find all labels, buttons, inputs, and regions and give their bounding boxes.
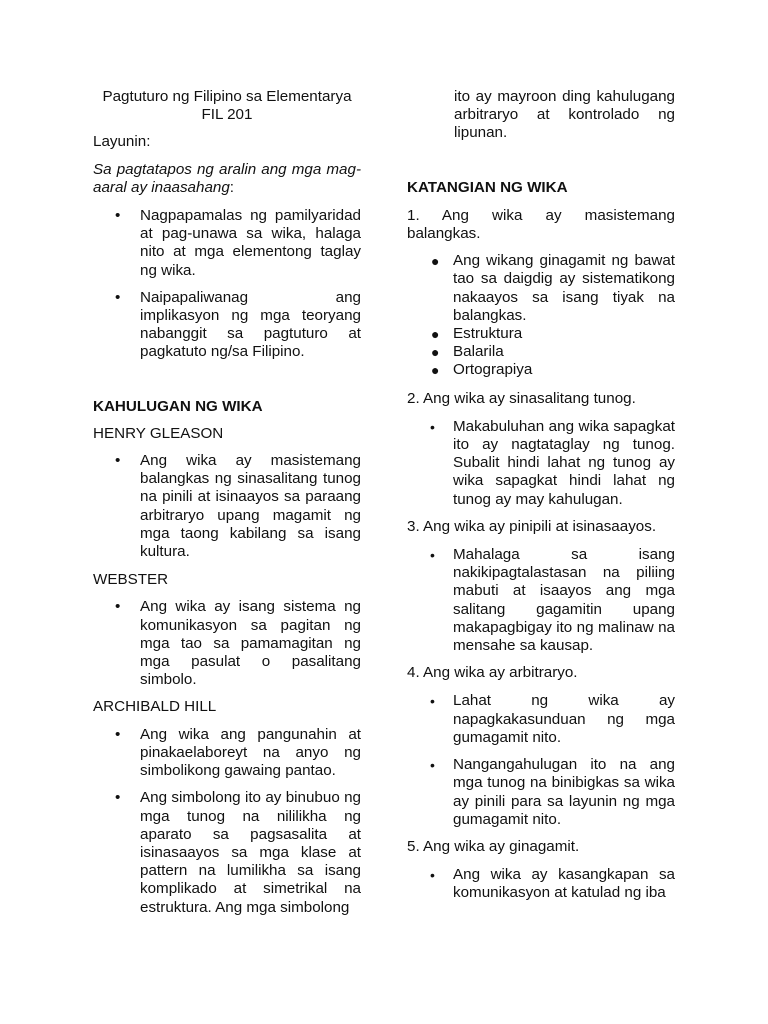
list-item xyxy=(93,789,361,916)
list-item-text: Estruktura xyxy=(453,325,523,343)
bullet-icon: • xyxy=(115,452,121,470)
bullet-icon: • xyxy=(430,757,435,774)
bullet-icon: ● xyxy=(431,326,440,343)
list-item-text: Mahalaga sa isang nakikipagtalastasan na piliing mabuti at isaayos ang mga salitang gagamitin upang makapagbigay ito ng malinaw na mensahe sa kausap. xyxy=(453,546,675,655)
list-item-text: Ang wikang ginagamit ng bawat tao sa daigdig ay sistematikong nakaayos sa isang tiyak na balangkas. xyxy=(453,252,675,324)
list-item xyxy=(407,692,675,747)
list-item xyxy=(93,452,361,561)
list-item xyxy=(407,418,675,509)
layunin-label: Layunin: xyxy=(93,133,151,151)
right-column xyxy=(407,88,675,903)
item3-list xyxy=(407,546,675,655)
list-item-text: Nangangahulugan ito na ang mga tunog na binibigkas sa wika ay pinili para sa layunin ng mga gumagamit nito. xyxy=(453,756,675,828)
katangian-item-2: 2. Ang wika ay sinasalitang tunog. xyxy=(407,389,636,407)
bullet-icon: ● xyxy=(431,362,440,379)
list-item-text: Ang wika ay isang sistema ng komunikasyon sa pagitan ng mga tao sa pamamagitan ng mga pasulat o pasalitang simbolo. xyxy=(140,598,361,689)
bullet-icon: • xyxy=(115,288,121,306)
section-heading-kahulugan: KAHULUGAN NG WIKA xyxy=(93,397,263,415)
list-item-text: Nagpapamalas ng pamilyaridad at pag-unawa sa wika, halaga nito at mga elementong taglay ng wika. xyxy=(140,207,361,279)
bullet-icon: • xyxy=(430,547,435,564)
list-item-text: Ang wika ang pangunahin at pinakaelaboreyt na anyo ng simbolikong gawaing pantao. xyxy=(140,725,361,780)
list-item-text: Ang simbolong ito ay binubuo ng mga tunog na nililikha ng aparato sa pagsasalita at isinasaayos sa mga klase at pattern na lumilikha sa isang komplikado at simetrikal na estruktura. Ang mga simbolong xyxy=(140,789,361,916)
item1-list xyxy=(407,252,675,379)
list-item xyxy=(93,207,361,280)
list-item xyxy=(407,546,675,655)
gleason-list xyxy=(93,452,361,561)
list-item xyxy=(407,88,675,143)
list-item xyxy=(93,598,361,689)
objectives-intro-colon: : xyxy=(229,178,235,196)
list-item xyxy=(93,289,361,362)
objectives-intro-text: Sa pagtatapos ng aralin ang mga mag-aaral ay inaasahang xyxy=(93,160,361,196)
list-item xyxy=(407,252,675,325)
section-heading-katangian: KATANGIAN NG WIKA xyxy=(407,178,568,196)
list-item-text: Lahat ng wika ay napagkakasunduan ng mga gumagamit nito. xyxy=(453,692,675,746)
list-item-text: Naipapaliwanag ang implikasyon ng mga teoryang nabanggit sa pagtuturo at pagkatuto ng/sa Filipino. xyxy=(140,288,361,361)
item4-list xyxy=(407,692,675,828)
bullet-icon: • xyxy=(430,867,435,884)
author-gleason: HENRY GLEASON xyxy=(93,424,224,442)
continuation-list xyxy=(407,88,675,143)
bullet-icon: • xyxy=(430,418,435,435)
list-item-text: Ortograpiya xyxy=(453,361,533,379)
bullet-icon: ● xyxy=(431,344,440,361)
katangian-item-4: 4. Ang wika ay arbitraryo. xyxy=(407,664,578,682)
katangian-item-3: 3. Ang wika ay pinipili at isinasaayos. xyxy=(407,517,657,535)
author-webster: WEBSTER xyxy=(93,571,169,589)
item5-list xyxy=(407,866,675,902)
course-title: Pagtuturo ng Filipino sa Elementarya xyxy=(102,88,352,105)
hill-list xyxy=(93,726,361,917)
bullet-icon: • xyxy=(115,725,121,743)
list-item-text: Ang wika ay kasangkapan sa komunikasyon at katulad ng iba xyxy=(453,866,675,902)
course-code: FIL 201 xyxy=(201,106,253,124)
author-hill: ARCHIBALD HILL xyxy=(93,698,217,716)
list-item xyxy=(407,756,675,829)
objectives-intro xyxy=(93,161,361,197)
list-item xyxy=(93,726,361,781)
katangian-item-5: 5. Ang wika ay ginagamit. xyxy=(407,837,580,855)
list-item-text: Makabuluhan ang wika sapagkat ito ay nagtataglay ng tunog. Subalit hindi lahat ng tunog ay wika sapagkat hindi lahat ng tunog ay may kahulugan. xyxy=(453,417,675,508)
list-item xyxy=(407,866,675,902)
bullet-icon: • xyxy=(115,207,121,225)
objectives-list xyxy=(93,207,361,362)
list-item xyxy=(407,343,675,361)
list-item xyxy=(407,325,675,343)
list-item-text: Ang wika ay masistemang balangkas ng sinasalitang tunog na pinili at isinaayos sa paraang arbitraryo upang magamit ng mga taong kabilang sa isang kultura. xyxy=(140,452,361,561)
list-item-text: Balarila xyxy=(453,343,504,361)
katangian-item-1: 1. Ang wika ay masistemang balangkas. xyxy=(407,206,675,243)
continuation-text: ito ay mayroon ding kahulugang arbitraryo at kontrolado ng lipunan. xyxy=(454,88,675,142)
left-column xyxy=(93,88,361,917)
webster-list xyxy=(93,598,361,689)
bullet-icon: • xyxy=(115,598,121,616)
item2-list xyxy=(407,418,675,509)
bullet-icon: ● xyxy=(431,253,440,270)
bullet-icon: • xyxy=(430,693,435,710)
bullet-icon: • xyxy=(115,789,121,807)
list-item xyxy=(407,361,675,379)
